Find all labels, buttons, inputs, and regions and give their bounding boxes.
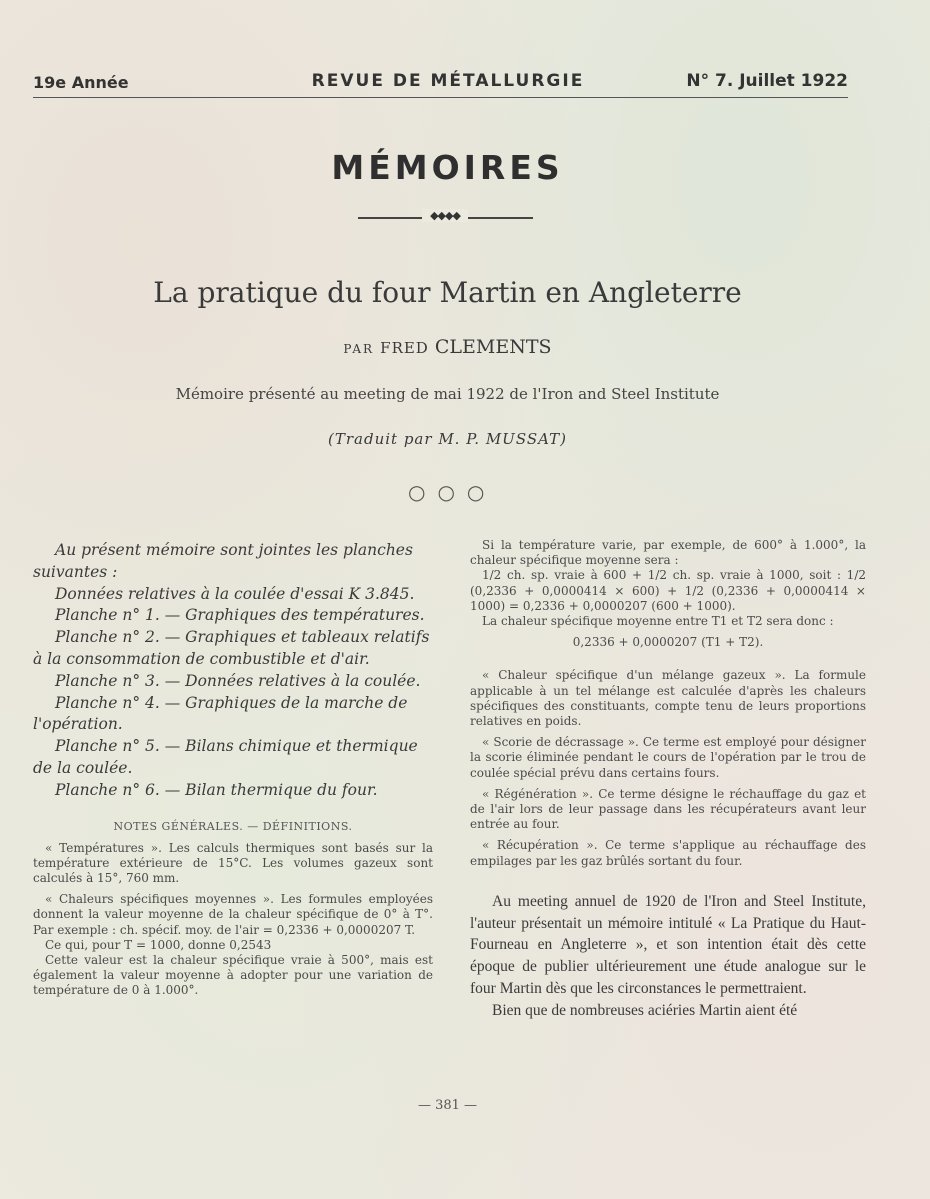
byline [0,336,895,358]
journal-name: REVUE DE MÉTALLURGIE [311,71,585,91]
intro-paragraph: Au présent mémoire sont jointes les planches suivantes : [33,541,413,581]
plate-item: Planche n° 5. — Bilans chimique et thermique de la coulée. [33,737,418,777]
left-notes [33,841,433,999]
body-paragraph: Bien que de nombreuses aciéries Martin aient été [492,1001,798,1019]
presentation-note: Mémoire présenté au meeting de mai 1922 de l'Iron and Steel Institute [175,385,720,403]
formula-paragraph: 1/2 ch. sp. vraie à 600 + 1/2 ch. sp. vraie à 1000, soit : 1/2 (0,2336 + 0,0000414 × 600) + 1/2 (0,2336 + 0,0000414 × 1000) = 0,2336 + 0,0000207 (600 + 1000). [470,568,866,613]
article-body [470,891,866,1022]
body-paragraph: Au meeting annuel de 1920 de l'Iron and Steel Institute, l'auteur présentait un mémoire intitulé « La Pratique du Haut-Fourneau en Angleterre », et son intention était dès cette époque de publier ultérieurement une étude analogue sur le four Martin dès que les circonstances le permettraient. [470,892,866,998]
author-last-name: CLEMENTS [434,336,552,358]
running-header [33,70,848,98]
note-paragraph: Cette valeur est la chaleur spécifique vraie à 500°, mais est également la valeur moyenne à adopter pour une variation de température de 0 à 1.000°. [33,952,433,998]
note-paragraph: Ce qui, pour T = 1000, donne 0,2543 [45,937,272,952]
note-paragraph: « Chaleur spécifique d'un mélange gazeux ». La formule applicable à un tel mélange est calculée d'après les chaleurs spécifiques des constituants, compte tenu de leurs proportions relatives en poids. [470,668,866,729]
note-paragraph: Si la température varie, par exemple, de 600° à 1.000°, la chaleur spécifique moyenne sera : [470,538,866,568]
note-paragraph: « Températures ». Les calculs thermiques sont basés sur la température extérieure de 15°C. Les volumes gazeux sont calculés à 15°, 760 mm. [33,840,433,885]
left-column [33,540,433,1005]
plate-item: Planche n° 2. — Graphiques et tableaux relatifs à la consommation de combustible et d'air. [33,628,430,668]
ornament-diamonds: ◆◆◆◆ [422,209,468,222]
plate-item: Planche n° 3. — Données relatives à la coulée. [55,671,421,690]
translator-prefix: (Traduit par [328,430,433,448]
by-prefix: PAR [343,342,375,356]
section-title: MÉMOIRES [331,148,564,187]
right-notes [470,538,866,869]
plates-list [33,540,433,802]
plate-item: Planche n° 4. — Graphiques de la marche de l'opération. [33,693,408,734]
circle-ornament: ○○○ [408,480,497,504]
formula-line: 0,2336 + 0,0000207 (T1 + T2). [572,635,764,650]
note-paragraph: « Chaleurs spécifiques moyennes ». Les formules employées donnent la valeur moyenne de la chaleur spécifique de 0° à T°. Par exemple : ch. spécif. moy. de l'air = 0,2336 + 0,0000207 T. [33,892,433,937]
page-number: — 381 — [417,1098,478,1113]
plate-item: Planche n° 6. — Bilan thermique du four. [55,780,378,799]
note-paragraph: La chaleur spécifique moyenne entre T1 et T2 sera donc : [482,614,834,629]
note-paragraph: « Régénération ». Ce terme désigne le réchauffage du gaz et de l'air lors de leur passage dans les récupérateurs avant leur entrée au four. [470,786,866,832]
plate-item: Planche n° 1. — Graphiques des températures. [55,606,425,625]
note-paragraph: « Récupération ». Ce terme s'applique au réchauffage des empilages par les gaz brûlés sortant du four. [470,838,866,868]
author-first-name: FRED [380,339,429,357]
notes-heading: NOTES GÉNÉRALES. — DÉFINITIONS. [113,819,353,833]
issue-number: N° 7. Juillet 1922 [686,71,848,91]
article-title: La pratique du four Martin en Angleterre [153,276,742,309]
note-paragraph: « Scorie de décrassage ». Ce terme est employé pour désigner la scorie éliminée pendant le cours de l'opération par le trou de coulée spécial prévu dans certains fours. [470,735,866,780]
translator-name: M. P. MUSSAT) [438,430,567,448]
plate-item: Données relatives à la coulée d'essai K 3.845. [55,584,415,603]
translator-credit [0,430,895,448]
volume-year: 19e Année [33,73,129,92]
right-column [470,538,866,1022]
